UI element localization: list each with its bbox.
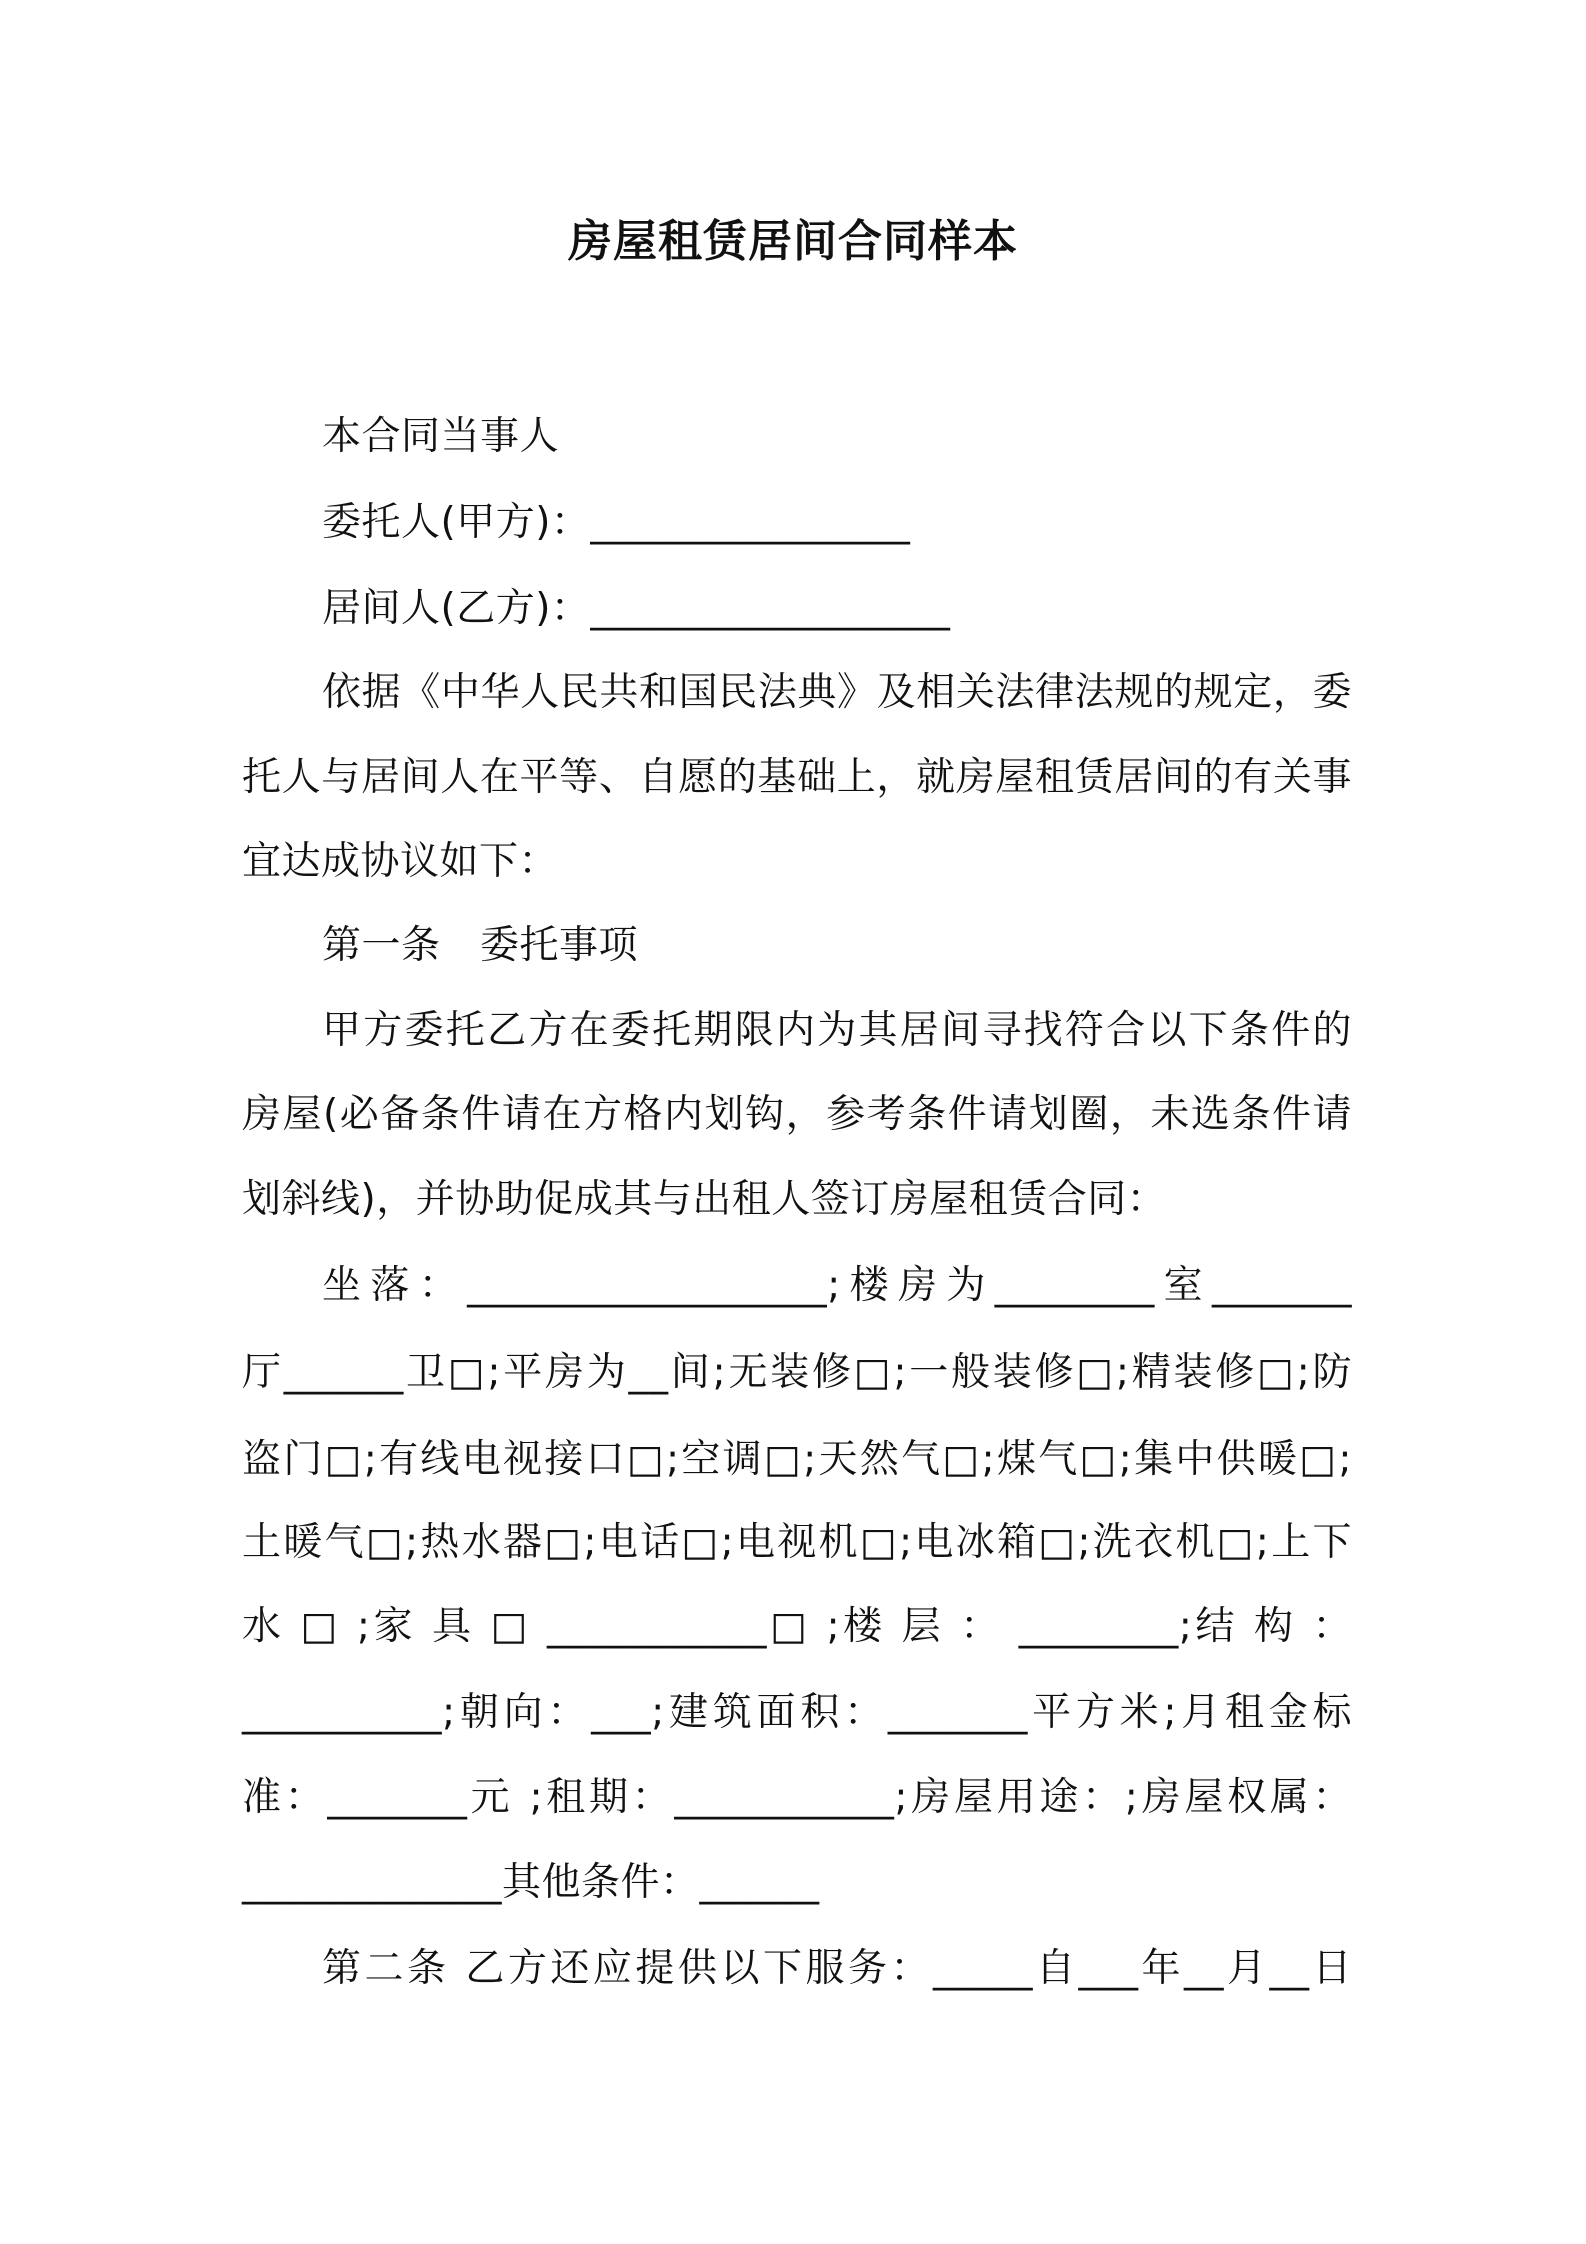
conditions-line-4: 土暖气□;热水器□;电话□;电视机□;电冰箱□;洗衣机□;上下	[242, 1520, 1352, 1565]
preamble-line-3: 宜达成协议如下：	[242, 839, 559, 884]
conditions-line-7: 准：_______元 ;租期：___________;房屋用途：;房屋权属：	[242, 1775, 1352, 1820]
parties-heading: 本合同当事人	[322, 414, 560, 459]
article-1-para-line-1: 甲方委托乙方在委托期限内为其居间寻找符合以下条件的	[322, 1008, 1352, 1053]
conditions-line-6: __________;朝向：___;建筑面积：_______平方米;月租金标	[242, 1690, 1352, 1735]
broker-party-line: 居间人(乙方)：__________________	[322, 586, 951, 631]
article-1-heading: 第一条 委托事项	[322, 923, 639, 968]
preamble-line-2: 托人与居间人在平等、自愿的基础上，就房屋租赁居间的有关事	[242, 755, 1352, 800]
preamble-line-1: 依据《中华人民共和国民法典》及相关法律法规的规定，委	[322, 670, 1352, 715]
conditions-line-1: 坐落：__________________;楼房为________室_______	[322, 1263, 1352, 1308]
conditions-line-8: _____________其他条件：______	[242, 1860, 820, 1905]
conditions-line-5: 水 □ ;家 具 □ ___________□ ;楼 层 ： ________;结 构 ：	[242, 1604, 1352, 1649]
conditions-line-3: 盗门□;有线电视接口□;空调□;天然气□;煤气□;集中供暖□;	[242, 1437, 1352, 1482]
document-title: 房屋租赁居间合同样本	[568, 216, 1018, 267]
client-party-line: 委托人(甲方)：________________	[322, 500, 911, 545]
article-2-line-1: 第二条 乙方还应提供以下服务：_____自___年__月__日	[322, 1946, 1352, 1991]
article-1-para-line-3: 划斜线)，并协助促成其与出租人签订房屋租赁合同：	[242, 1177, 1167, 1222]
conditions-line-2: 厅______卫□;平房为__间;无装修□;一般装修□;精装修□;防	[242, 1350, 1352, 1395]
article-1-para-line-2: 房屋(必备条件请在方格内划钩，参考条件请划圈，未选条件请	[242, 1092, 1352, 1137]
